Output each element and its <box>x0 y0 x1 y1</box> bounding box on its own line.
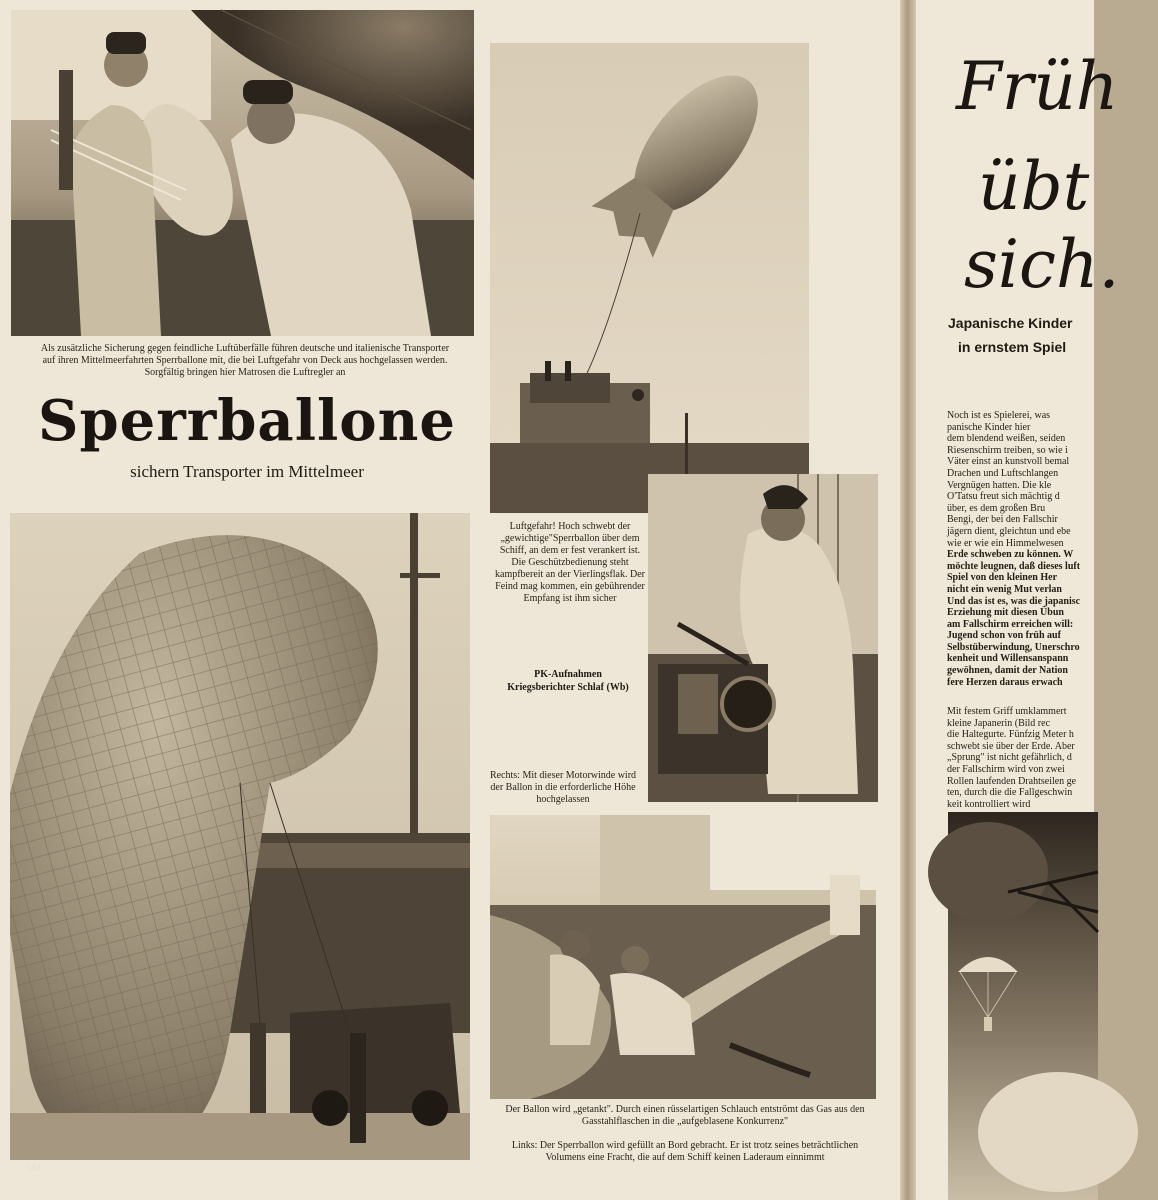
article-line: Spiel von den kleinen Her <box>947 572 1058 584</box>
article-line: Selbstüberwindung, Unerschro <box>947 641 1080 653</box>
article-line: am Fallschirm erreichen will: <box>947 618 1074 630</box>
photo-balloon-deck <box>10 513 470 1160</box>
article-line: O'Tatsu freut sich mächtig d <box>947 491 1060 503</box>
caption-tanked: Der Ballon wird „getankt". Durch einen rüsselartigen Schlauch entströmt das Gas aus den Gasstahlflaschen in die „aufgeblasene Konkurrenz" <box>505 1104 865 1127</box>
article-line: Mit festem Griff umklammert <box>947 706 1067 717</box>
article-line: der Fallschirm wird von zwei <box>947 763 1065 775</box>
article-line: Erziehung mit diesen Übun <box>947 607 1064 619</box>
article-caption <box>947 706 1107 810</box>
photo-tanking-balloon <box>490 815 876 1099</box>
subheadline: sichern Transporter im Mittelmeer <box>130 462 364 481</box>
credit-line-2: Kriegsberichter Schlaf (Wb) <box>507 682 629 693</box>
article-line: panische Kinder hier <box>947 421 1031 433</box>
right-page <box>916 0 1120 1200</box>
article-line: wie er wie ein Himmelwesen <box>947 537 1064 549</box>
photo-balloon-sky <box>490 43 809 513</box>
article-body <box>947 410 1107 688</box>
article-line: Und das ist es, was die japanisc <box>947 595 1081 607</box>
article-line: keit kontrolliert wird <box>947 798 1031 810</box>
article-line: nicht ein wenig Mut verlan <box>947 583 1062 595</box>
page-number: 184 <box>26 1163 41 1174</box>
article-line: schwebt sie über der Erde. Aber <box>947 740 1075 752</box>
spine-gutter <box>900 0 916 1200</box>
article-line: kenheit und Willensanspann <box>947 653 1069 665</box>
article-line: Jugend schon von früh auf <box>947 630 1061 642</box>
title-line-2: übt <box>978 148 1090 225</box>
article-line: dem blendend weißen, seiden <box>947 433 1066 445</box>
photo-credit <box>492 668 644 694</box>
article-line: die Haltegurte. Fünfzig Meter h <box>947 729 1074 741</box>
article-line: kleine Japanerin (Bild rec <box>947 717 1051 729</box>
article-line: Drachen und Luftschlangen <box>947 467 1059 479</box>
article-line: Väter einst an kunstvoll bemal <box>947 456 1070 468</box>
photo-parachute <box>948 812 1098 1200</box>
article-line: Erde schweben zu können. W <box>947 549 1074 561</box>
title-line-1: Früh <box>956 48 1119 125</box>
subtitle-line-1: Japanische Kinder <box>948 315 1073 331</box>
article-line: „Sprung" ist nicht gefährlich, d <box>947 752 1072 764</box>
caption-middle: Luftgefahr! Hoch schwebt der „gewichtige"Sperrballon über dem Schiff, an dem er fest verankert ist. Die Geschützbedienung steht kampfbereit an der Vierlingsflak. Der Feind mag kommen, ein gebührender Empfang ist ihm sicher <box>495 521 645 604</box>
photo-sailors-balloon <box>11 10 474 336</box>
article-line: Bengi, der bei den Fallschir <box>947 514 1058 526</box>
subtitle-line-2: in ernstem Spiel <box>958 339 1067 355</box>
article-line: Vergnügen hatten. Die kle <box>947 479 1052 491</box>
article-line: über, es dem großen Bru <box>947 502 1046 514</box>
article-line: jägern dient, gleichtun und ebe <box>947 525 1071 537</box>
credit-line-1: PK-Aufnahmen <box>534 669 602 680</box>
caption-top-left: Als zusätzliche Sicherung gegen feindliche Luftüberfälle führen deutsche und italienische Transporter auf ihren Mittelmeerfahrten Sperrballone mit, die bei Luftgefahr von Deck aus hochgelassen werden. Sorgfältig bringen hier Matrosen die Luftregler an <box>40 343 450 378</box>
article-line: Riesenschirm treiben, so wie i <box>947 444 1068 456</box>
article-line: fere Herzen daraus erwach <box>947 676 1063 688</box>
article-line: ten, durch die die Fallgeschwin <box>947 787 1073 799</box>
title-line-3: sich. <box>964 226 1120 303</box>
article-line: möchte leugnen, daß dieses luft <box>947 560 1081 572</box>
article-line: Noch ist es Spielerei, was <box>947 410 1051 421</box>
article-line: gewöhnen, damit der Nation <box>947 665 1068 677</box>
article-line: Rollen laufenden Drahtseilen ge <box>947 775 1077 787</box>
headline: Sperrballone <box>38 388 456 454</box>
caption-winch: Rechts: Mit dieser Motorwinde wird der Ballon in die erforderliche Höhe hochgelassen <box>489 770 637 805</box>
caption-links: Links: Der Sperrballon wird gefüllt an Bord gebracht. Er ist trotz seines beträchtlichen Volumens eine Fracht, die auf dem Schiff keinen Laderaum einnimmt <box>511 1140 859 1163</box>
photo-motor-winch <box>648 474 878 802</box>
